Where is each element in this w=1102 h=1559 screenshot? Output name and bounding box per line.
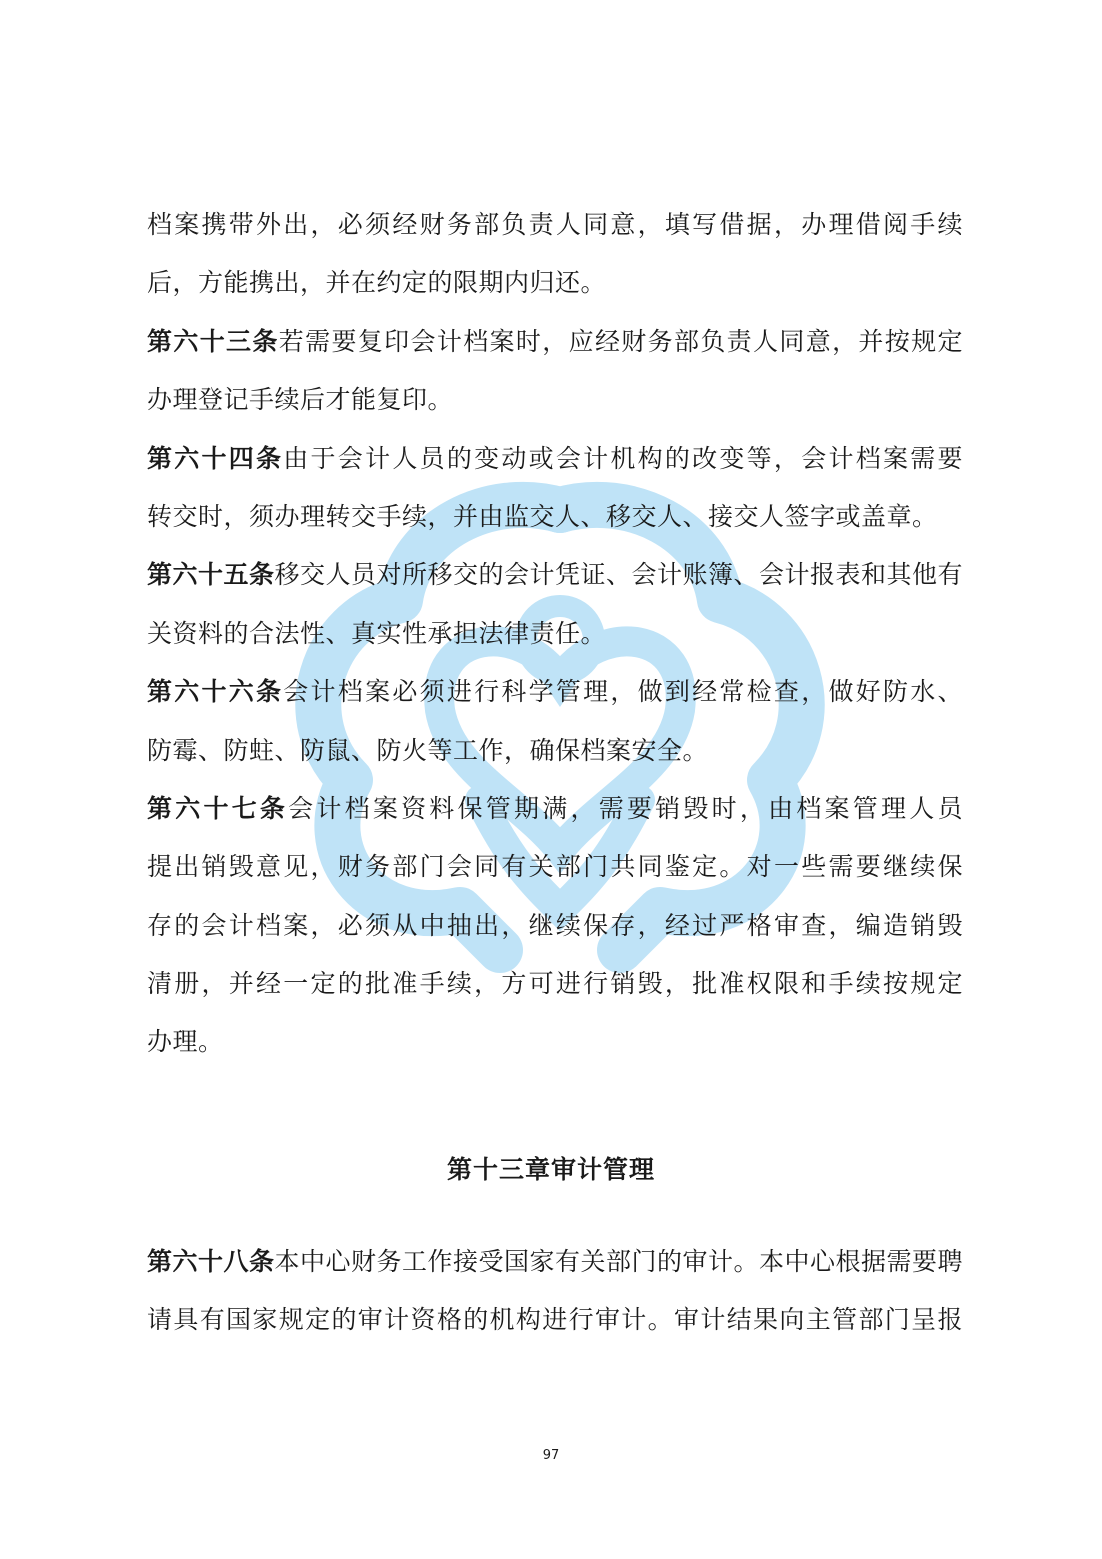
article-label: 第六十八条 <box>147 1247 275 1276</box>
article-68-line: 请具有国家规定的审计资格的机构进行审计。审计结果向主管部门呈报 <box>147 1305 963 1335</box>
page-number: 97 <box>542 1448 560 1463</box>
article-label: 第六十四条 <box>147 443 284 473</box>
article-68-line: 第六十八条本中心财务工作接受国家有关部门的审计。本中心根据需要聘 <box>147 1247 964 1276</box>
article-66-line: 防霉、防蛀、防鼠、防火等工作，确保档案安全。 <box>147 735 709 765</box>
paragraph-line: 档案携带外出，必须经财务部负责人同意，填写借据，办理借阅手续 <box>147 210 963 239</box>
article-66-line: 第六十六条会计档案必须进行科学管理，做到经常检查，做好防水、 <box>147 677 963 707</box>
article-label: 第六十六条 <box>147 677 284 707</box>
article-67-line: 办理。 <box>147 1027 224 1057</box>
article-65-line: 关资料的合法性、真实性承担法律责任。 <box>147 618 607 648</box>
article-67-line: 清册，并经一定的批准手续，方可进行销毁，批准权限和手续按规定 <box>147 969 963 999</box>
article-64-line: 转交时，须办理转交手续，并由监交人、移交人、接交人签字或盖章。 <box>147 501 938 531</box>
document-body-continued <box>147 1233 963 1350</box>
article-65-line: 第六十五条移交人员对所移交的会计凭证、会计账簿、会计报表和其他有 <box>147 560 964 590</box>
chapter-heading: 第十三章审计管理 <box>446 1155 655 1184</box>
article-label: 第六十三条 <box>147 326 279 356</box>
article-67-line: 提出销毁意见，财务部门会同有关部门共同鉴定。对一些需要继续保 <box>147 852 963 882</box>
article-label: 第六十七条 <box>147 793 289 823</box>
article-67-line: 存的会计档案，必须从中抽出，继续保存，经过严格审查，编造销毁 <box>147 910 963 940</box>
paragraph-line: 后，方能携出，并在约定的限期内归还。 <box>147 268 607 298</box>
article-label: 第六十五条 <box>147 560 275 590</box>
article-64-line: 第六十四条由于会计人员的变动或会计机构的改变等，会计档案需要 <box>147 443 963 473</box>
document-body <box>147 196 963 1072</box>
article-63-line: 办理登记手续后才能复印。 <box>147 385 454 415</box>
article-67-line: 第六十七条会计档案资料保管期满，需要销毁时，由档案管理人员 <box>147 793 963 823</box>
article-63-line: 第六十三条若需要复印会计档案时，应经财务部负责人同意，并按规定 <box>147 326 963 356</box>
